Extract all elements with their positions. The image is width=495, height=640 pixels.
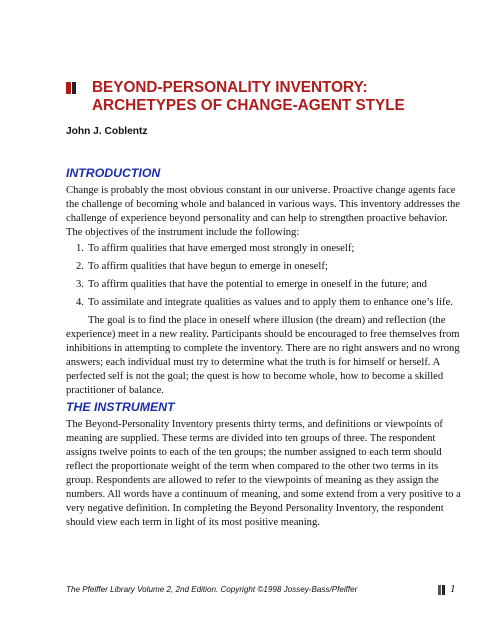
instrument-heading: THE INSTRUMENT	[66, 400, 175, 414]
list-item: 4. To assimilate and integrate qualities as values and to apply them to enhance one’s life.	[76, 297, 453, 308]
goal-paragraph: The goal is to find the place in oneself where illusion (the dream) and reflection (the experience) meet in a new reality. Participants should be encouraged to free themselves from inhibitions in attempting to complete the inventory. There are no right answers and no wrong answers; each individual must try to determine what the truth is for himself or herself. A perfected self is not the goal; the quest is how to become whole, how to become a skilled practitioner of balance.	[66, 315, 460, 396]
instrument-paragraph: The Beyond-Personality Inventory presents thirty terms, and definitions or viewpoints of meaning are supplied. These terms are divided into ten groups of three. The respondent assigns twelve points to each of the ten groups; the number assigned to each term should reflect the proportionate weight of the term when compared to the other two terms in its group. Respondents are allowed to refer to the viewpoints of meaning as they assign the numbers. All words have a continuum of meaning, and some extend from a very positive to a very negative definition. In completing the Beyond Personality Inventory, the respondent should view each term in light of its most positive meaning.	[66, 419, 461, 528]
list-item: 3. To affirm qualities that have the potential to emerge in oneself in the future; and	[76, 279, 427, 290]
page-marker-icon	[438, 585, 446, 595]
page-number: 1	[450, 583, 456, 595]
introduction-paragraph: Change is probably the most obvious constant in our universe. Proactive change agents face the challenge of becoming whole and balanced in various ways. This inventory addresses the challenge of experience beyond personality and can help to strengthen proactive behavior. The objectives of the instrument include the following:	[66, 185, 461, 238]
introduction-section	[66, 166, 466, 398]
instrument-section	[66, 400, 466, 530]
list-item: 2. To affirm qualities that have begun to emerge in oneself;	[76, 261, 328, 272]
document-title	[92, 79, 466, 115]
title-line-2: ARCHETYPES OF CHANGE-AGENT STYLE	[92, 97, 405, 114]
title-line-1: BEYOND-PERSONALITY INVENTORY:	[92, 79, 368, 96]
author-name: John J. Coblentz	[66, 126, 148, 137]
list-item: 1. To affirm qualities that have emerged most strongly in oneself;	[76, 243, 355, 254]
title-block	[66, 79, 466, 115]
objectives-list	[66, 242, 466, 310]
title-marker-icon	[66, 82, 76, 94]
introduction-heading: INTRODUCTION	[66, 166, 161, 180]
footer-copyright: The Pfeiffer Library Volume 2, 2nd Edition. Copyright ©1998 Jossey-Bass/Pfeiffer	[66, 585, 358, 594]
